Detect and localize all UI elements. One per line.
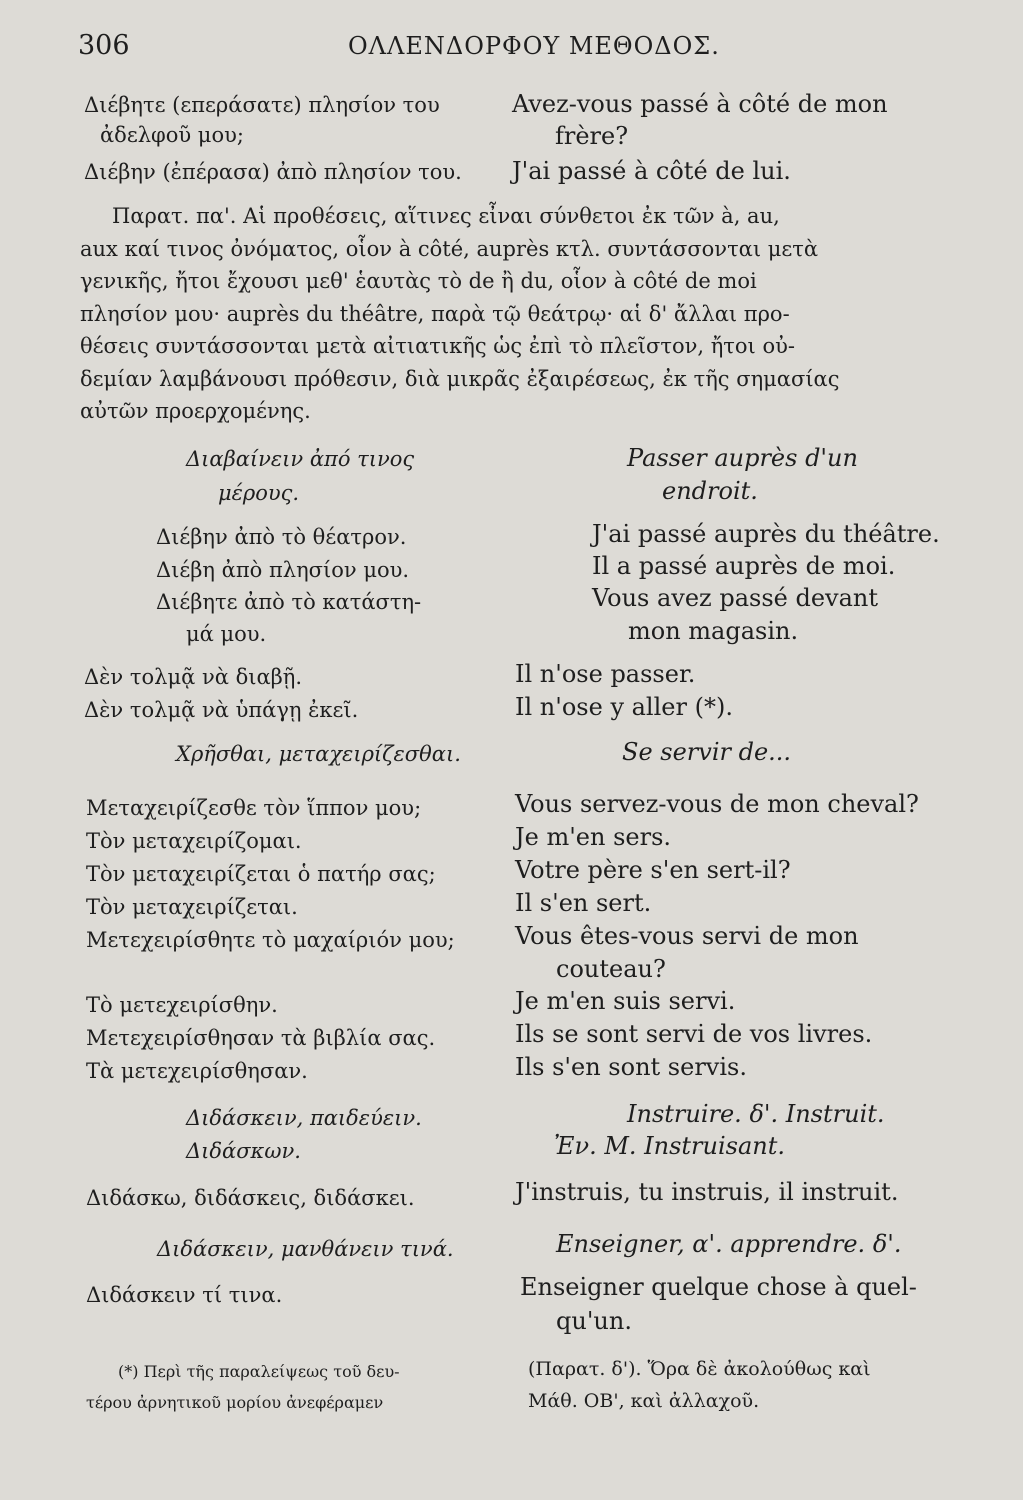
greek-line: Διέβητε ἀπὸ τὸ κατάστη-: [156, 590, 422, 614]
french-line: qu'un.: [556, 1307, 632, 1335]
section-heading-french: Passer auprès d'un: [627, 444, 858, 472]
french-line: Il n'ose y aller (*).: [515, 693, 733, 721]
greek-line: Τὸ μετεχειρίσθην.: [86, 993, 278, 1017]
french-line: Il s'en sert.: [515, 889, 652, 917]
french-line: Vous servez-vous de mon cheval?: [515, 790, 919, 818]
french-line: Ils s'en sont servis.: [515, 1053, 747, 1081]
remark-line: θέσεις συντάσσονται μετὰ αἰτιατικῆς ὡς ἐπὶ τὸ πλεῖστον, ἤτοι οὐ-: [80, 334, 795, 358]
section-heading-greek: Διαβαίνειν ἀπό τινος: [186, 447, 415, 471]
remark-line: γενικῆς, ἤτοι ἔχουσι μεθ' ἑαυτὰς τὸ de ἢ du, οἷον à côté de moi: [80, 269, 757, 293]
french-line: Vous êtes-vous servi de mon: [515, 922, 859, 950]
remark-paragraph: [80, 200, 970, 428]
greek-line: Δὲν τολμᾷ νὰ ὑπάγῃ ἐκεῖ.: [84, 698, 359, 722]
remark-line: aux καί τινος ὀνόματος, οἷον à côté, auprès κτλ. συντάσσονται μετὰ: [80, 236, 819, 261]
section-heading-greek: Χρῆσθαι, μεταχειρίζεσθαι.: [176, 742, 461, 766]
french-line: J'ai passé à côté de lui.: [512, 157, 791, 185]
greek-line: Δὲν τολμᾷ νὰ διαβῇ.: [84, 665, 303, 689]
french-line: Votre père s'en sert-il?: [515, 856, 791, 884]
french-line: Je m'en sers.: [515, 823, 672, 851]
section-heading-greek: Διδάσκων.: [186, 1139, 301, 1163]
french-line: frère?: [555, 122, 629, 150]
footnote-greek-line: τέρου ἀρνητικοῦ μορίου ἀνεφέραμεν: [86, 1393, 384, 1412]
greek-line: Τὸν μεταχειρίζεται.: [86, 895, 298, 919]
section-heading-french: Enseigner, α'. apprendre. δ'.: [556, 1230, 902, 1258]
section-heading-french: endroit.: [662, 477, 758, 505]
greek-line: Τὰ μετεχειρίσθησαν.: [86, 1059, 308, 1083]
french-line: Enseigner quelque chose à quel-: [520, 1273, 917, 1301]
greek-line: Διέβην ἀπὸ τὸ θέατρον.: [156, 525, 407, 549]
french-line: mon magasin.: [628, 617, 799, 645]
page-header: [78, 30, 978, 70]
remark-line: δεμίαν λαμβάνουσι πρόθεσιν, διὰ μικρᾶς ἐξαιρέσεως, ἐκ τῆς σημασίας: [80, 366, 840, 391]
greek-line: Διδάσκω, διδάσκεις, διδάσκει.: [86, 1186, 415, 1210]
section-heading-french: Se servir de...: [622, 738, 792, 766]
greek-line: Διέβην (ἐπέρασα) ἀπὸ πλησίον του.: [84, 160, 462, 184]
greek-line: μά μου.: [186, 622, 267, 646]
greek-line: Διέβη ἀπὸ πλησίον μου.: [156, 558, 410, 582]
greek-line: Τὸν μεταχειρίζεται ὁ πατήρ σας;: [86, 862, 436, 886]
greek-line: Διέβητε (επεράσατε) πλησίον του: [84, 93, 440, 117]
french-line: Il n'ose passer.: [515, 660, 696, 688]
greek-line: Τὸν μεταχειρίζομαι.: [86, 829, 302, 853]
running-title: ΟΛΛΕΝΔΟΡΦΟΥ ΜΕΘΟΔΟΣ.: [348, 32, 720, 60]
french-line: J'instruis, tu instruis, il instruit.: [515, 1178, 899, 1206]
french-line: Vous avez passé devant: [592, 584, 878, 612]
remark-line: αὐτῶν προερχομένης.: [80, 399, 311, 423]
footnote-greek-line: (*) Περὶ τῆς παραλείψεως τοῦ δευ-: [118, 1362, 400, 1381]
greek-line: Μεταχειρίζεσθε τὸν ἵππον μου;: [86, 796, 422, 820]
section-heading-french: Instruire. δ'. Instruit.: [627, 1100, 885, 1128]
greek-line: Μετεχειρίσθησαν τὰ βιβλία σας.: [86, 1026, 436, 1050]
greek-line: Μετεχειρίσθητε τὸ μαχαίριόν μου;: [86, 928, 455, 952]
remark-line: πλησίον μου· auprès du théâtre, παρὰ τῷ θεάτρῳ· αἱ δ' ἄλλαι προ-: [80, 301, 790, 326]
french-line: Je m'en suis servi.: [515, 987, 736, 1015]
section-heading-greek: μέρους.: [218, 481, 300, 505]
french-line: Avez-vous passé à côté de mon: [512, 90, 888, 118]
footnote-french-line: (Παρατ. δ'). Ὅρα δὲ ἀκολούθως καὶ: [528, 1358, 871, 1380]
footnote-french-line: Μάθ. ΟΒ', καὶ ἀλλαχοῦ.: [528, 1390, 760, 1412]
french-line: Ils se sont servi de vos livres.: [515, 1020, 873, 1048]
section-heading-greek: Διδάσκειν, παιδεύειν.: [186, 1106, 422, 1130]
french-line: Il a passé auprès de moi.: [592, 552, 896, 580]
french-line: J'ai passé auprès du théâtre.: [592, 520, 940, 548]
section-heading-french: Ἐν. Μ. Instruisant.: [554, 1132, 786, 1160]
greek-line: ἀδελφοῦ μου;: [100, 123, 244, 147]
french-line: couteau?: [556, 955, 666, 983]
remark-line: Παρατ. πα'. Αἱ προθέσεις, αἵτινες εἶναι σύνθετοι ἐκ τῶν à, au,: [112, 204, 780, 228]
greek-line: Διδάσκειν τί τινα.: [86, 1283, 283, 1307]
section-heading-greek: Διδάσκειν, μανθάνειν τινά.: [157, 1237, 454, 1261]
page-number: 306: [78, 30, 130, 61]
